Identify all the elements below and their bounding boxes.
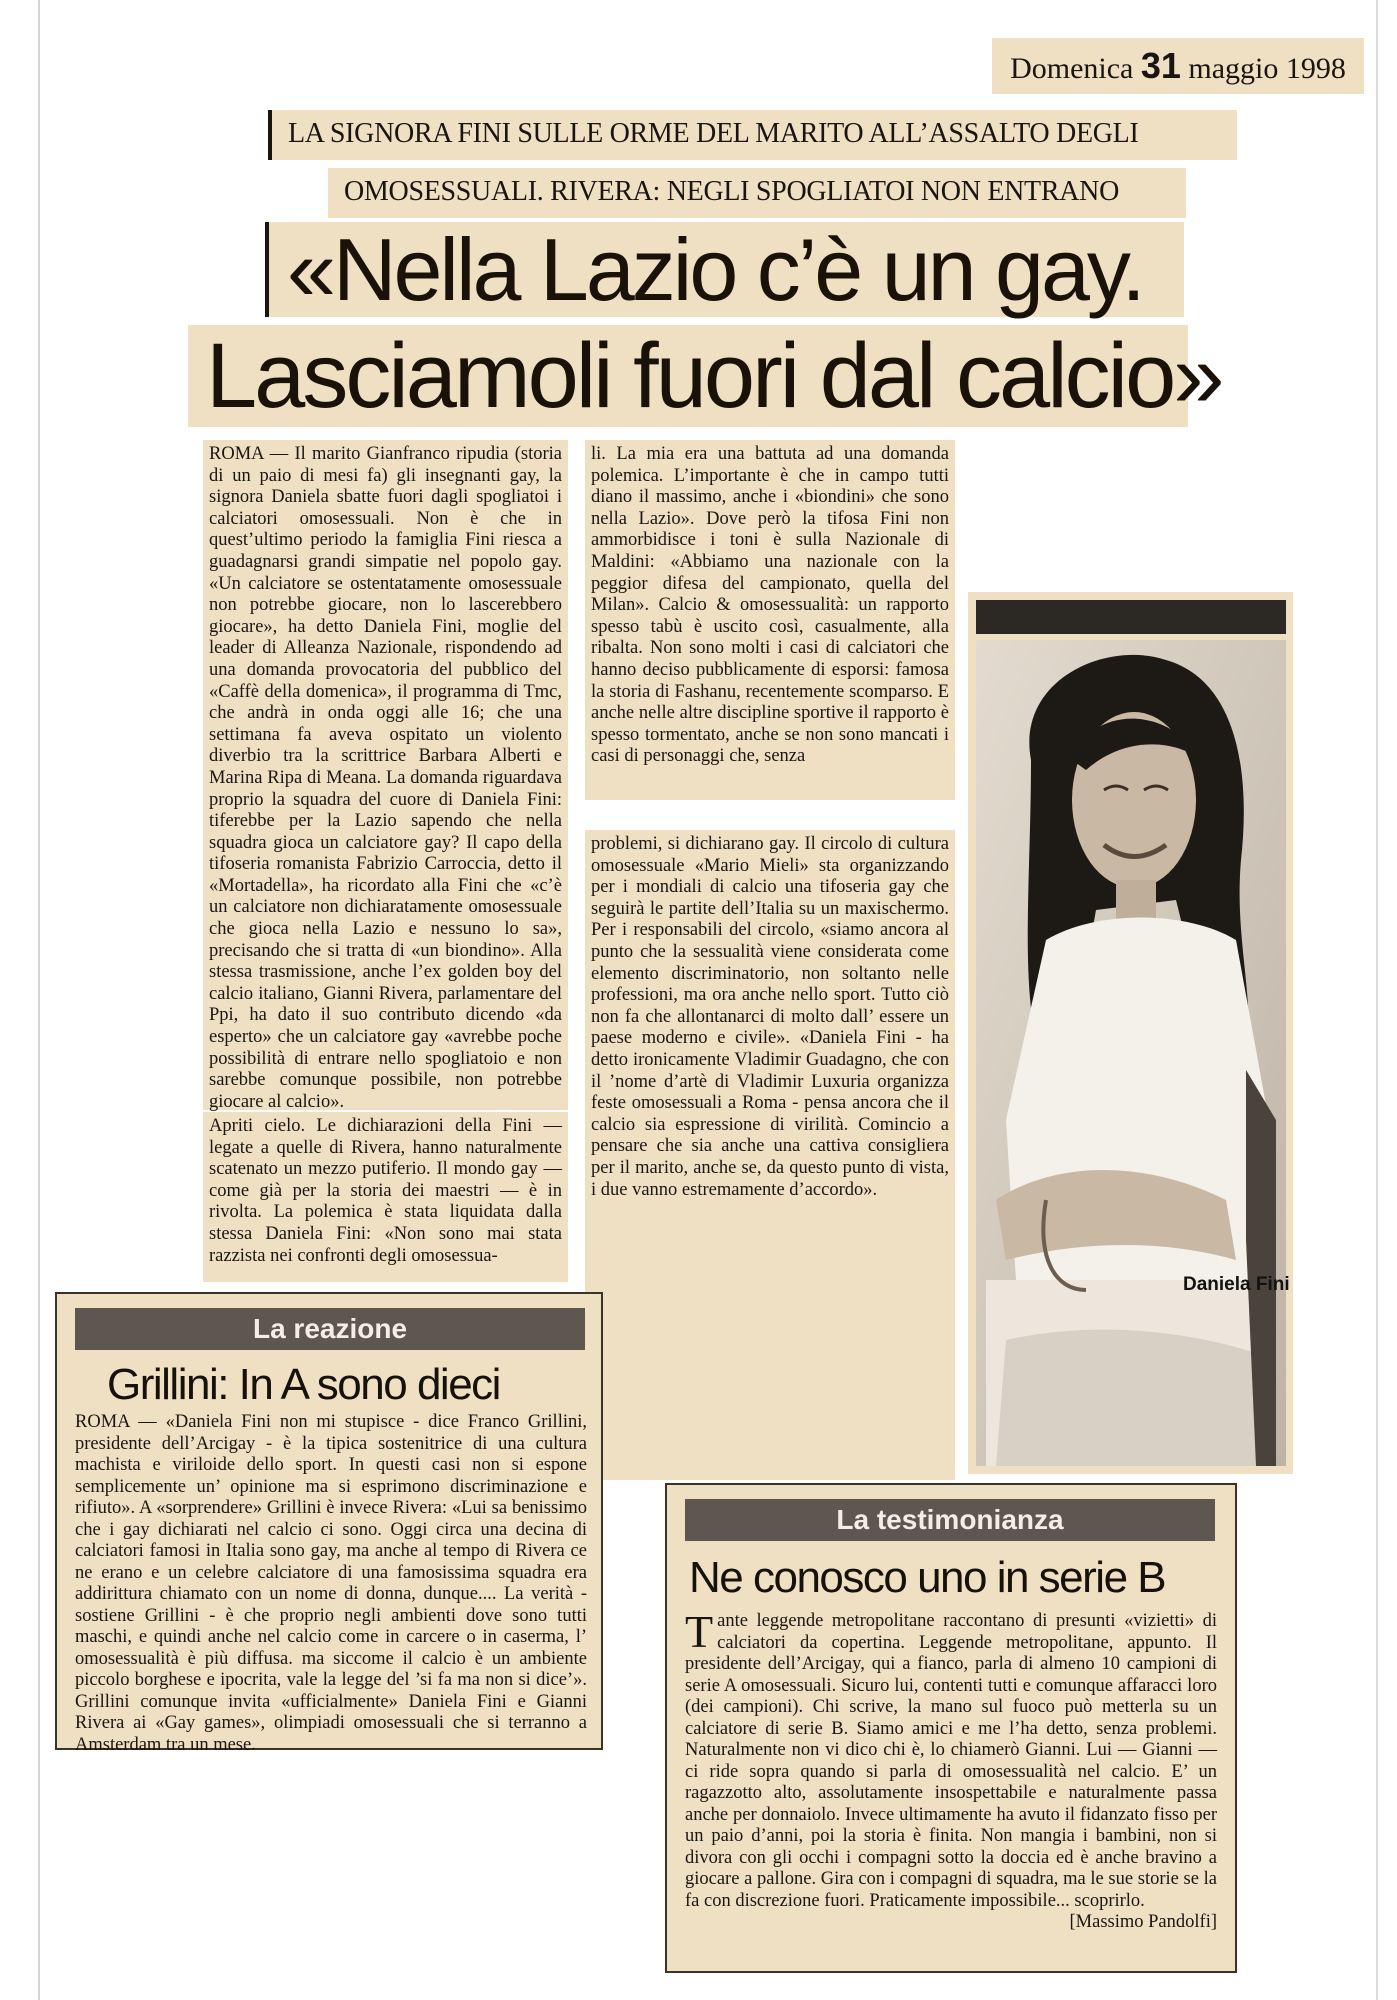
portrait-photo — [976, 640, 1286, 1466]
article-column-2-continued — [585, 830, 955, 1480]
section-label-testimonianza: La testimonianza — [685, 1499, 1215, 1541]
box-text-reazione: ROMA — «Daniela Fini non mi stupisce - dice Franco Grillini, presidente dell’Arcigay - è la tipica sostenitrice di una cultura machista e viriloide dello sport. In questi casi non si espone semplicemente un’ opinione ma si esprimono discriminazione e rifiuto». A «sorprendere» Grillini è invece Rivera: «Lui sa benissimo che i gay dichiarati nel calcio ci sono. Oggi circa una decina di calciatori famosi in Italia sono gay, ma anche al tempo di Rivera ce ne erano e un celebre calciatore di una famosissima squadra era addirittura chiamato con un nome di donna, dunque.... La verità - sostiene Grillini - è che proprio negli ambienti dove sono tutti maschi, e quindi anche nel calcio come in carcere o in caserma, l’ omosessualità è più diffusa. ma siccome il calcio è un ambiente piccolo borghese e ipocrita, vale la legge del ’si fa ma non si dice’». Grillini comunque invita «ufficialmente» Daniela Fini e Gianni Rivera ai «Gay games», olimpiadi omosessuali che si terranno a Amsterdam tra un mese. — [75, 1412, 587, 1755]
date-day: 31 — [1140, 45, 1181, 86]
article-text-col2b: problemi, si dichiarano gay. Il circolo di cultura omosessuale «Mario Mieli» sta organizzando per i mondiali di calcio una tifoseria gay che seguirà le partite dell’Italia su un maxischermo. Per i responsabili del circolo, «siamo ancora al punto che la sessualità viene considerata come elemento discriminatorio, non soltanto nelle professioni, ma ora anche nello sport. Tutto ciò non fa che allontanarci di molto dall’ essere un paese moderno e civile». «Daniela Fini - ha detto ironicamente Vladimir Guadagno, che con il ’nome d’artè di Vladimir Luxuria organizza feste omosessuali a Roma - pensa ancora che il calcio sia espressione di virilità. Comincio a pensare che sia anche una cattiva consigliera per il marito, anche se, da questo punto di vista, i due vanno estremamente d’accordo». — [591, 834, 949, 1200]
photo-clipping — [968, 592, 1293, 1474]
box-title-reazione: Grillini: In A sono dieci — [107, 1360, 500, 1409]
photo-caption: Daniela Fini — [1183, 1274, 1290, 1295]
article-text-col1: ROMA — Il marito Gianfranco ripudia (storia di un paio di mesi fa) gli insegnanti gay, la signora Daniela sbatte fuori dagli spogliatoi i calciatori omosessuali. Non è che in quest’ultimo periodo la famiglia Fini riesca a guadagnarsi grandi simpatie nel popolo gay. «Un calciatore se ostentatamente omosessuale non potrebbe giocare, non lo lascerebbero giocare», ha detto Daniela Fini, moglie del leader di Alleanza Nazionale, rispondendo ad una domanda provocatoria del pubblico del «Caffè della domenica», il programma di Tmc, che andrà in onda oggi alle 16; che una settimana fa aveva ospitato un violento diverbio tra la scrittrice Barbara Alberti e Marina Ripa di Meana. La domanda riguardava proprio la squadra del cuore di Daniela Fini: tiferebbe per la Lazio sapendo che nella squadra gioca un calciatore gay? Il capo della tifoseria romanista Fabrizio Carroccia, detto il «Mortadella», ha ricordato alla Fini che «c’è un calciatore non dichiaratamente omosessuale che gioca nella Lazio e nessuno lo sa», precisando che si tratta di «un biondino». Alla stessa trasmissione, anche l’ex golden boy del calcio italiano, Gianni Rivera, parlamentare del Ppi, ha dato il suo contributo dicendo «da esperto» che un calciatore gay «avrebbe poche possibilità di entrare nello spogliatoio e non sarebbe comunque possibile, non potrebbe giocare al calcio». — [209, 444, 562, 1112]
sidebar-box-reazione — [55, 1292, 603, 1755]
section-label-reazione: La reazione — [75, 1308, 585, 1350]
headline-text-1: «Nella Lazio c’è un gay. — [287, 220, 1143, 319]
kicker-text-2: OMOSESSUALI. RIVERA: NEGLI SPOGLIATOI NON ENTRANO — [344, 176, 1120, 207]
box-body-reazione — [75, 1412, 587, 1756]
scan-left-edge — [38, 0, 40, 2000]
date-prefix: Domenica — [1010, 52, 1134, 85]
drop-cap: T — [685, 1606, 714, 1657]
date-suffix: maggio 1998 — [1188, 52, 1346, 85]
article-column-2 — [585, 440, 955, 800]
date-clipping — [992, 38, 1364, 94]
article-column-1 — [203, 440, 568, 1110]
box-title-testimonianza: Ne conosco uno in serie B — [689, 1553, 1166, 1602]
headline-text-2: Lasciamoli fuori dal calcio» — [206, 325, 1222, 427]
kicker-text-1: LA SIGNORA FINI SULLE ORME DEL MARITO ALL’ASSALTO DEGLI — [288, 118, 1139, 149]
kicker-line-1 — [268, 110, 1237, 160]
article-column-1-continued — [203, 1112, 568, 1282]
portrait-illustration — [976, 640, 1286, 1466]
article-text-col2: li. La mia era una battuta ad una domanda polemica. L’importante è che in campo tutti diano il massimo, anche i «biondini» che sono nella Lazio». Dove però la tifosa Fini non ammorbidisce i toni è sulla Nazionale di Maldini: «Abbiamo una nazionale con la peggior difesa del campionato, quella del Milan». Calcio & omosessualità: un rapporto spesso tabù è uscito così, casualmente, alla ribalta. Non sono molti i casi di calciatori che hanno deciso pubblicamente di esporsi: famosa la storia di Fashanu, recentemente scomparso. E anche nelle altre discipline sportive il rapporto è spesso tormentato, anche se non sono mancati i casi di personaggi che, senza — [591, 444, 949, 767]
box-body-testimonianza — [685, 1606, 1217, 1934]
author-signature: [Massimo Pandolfi] — [1069, 1912, 1217, 1932]
sidebar-box-testimonianza — [665, 1483, 1237, 1973]
box-text-testimonianza: ante leggende metropolitane raccontano di presunti «vizietti» di calciatori da copertina. Leggende metropolitane, appunto. Il presidente dell’Arcigay, qui a fianco, parla di almeno 10 campioni di serie A omosessuali. Sicuro lui, contenti tutti e comunque affaracci loro (dei campioni). Chi scrive, la mano sul fuoco può metterla su un calciatore di serie B. Siamo amici e me l’ha detto, senza problemi. Naturalmente non vi dico chi è, lo chiamerò Gianni. Lui — Gianni — ci ride sopra quando si parla di omosessualità nel calcio. E’ un ragazzotto alto, assolutamente insospettabile e naturalmente passa anche per donnaiolo. Invece ultimamente ha avuto il fidanzato fisso per un paio d’anni, poi la storia è finita. Non mangia i bambini, non si divora con gli occhi i compagni sotto la doccia ed è anche bravino a giocare a pallone. Gira con i compagni di squadra, ma le sue storie se la fa con discrezione fuori. Praticamente impossibile... scoprirlo. — [685, 1611, 1217, 1911]
headline-line-1 — [265, 222, 1184, 317]
kicker-line-2 — [328, 168, 1186, 218]
scan-right-edge — [1376, 0, 1378, 2000]
photo-header-bar — [976, 600, 1286, 634]
headline-line-2 — [188, 325, 1222, 427]
article-text-col1b: Apriti cielo. Le dichiarazioni della Fini — legate a quelle di Rivera, hanno naturalmente scatenato un mezzo putiferio. Il mondo gay — come già per la storia dei maestri — è in rivolta. La polemica è stata liquidata dalla stessa Daniela Fini: «Non sono mai stata razzista nei confronti degli omosessua- — [209, 1116, 562, 1266]
